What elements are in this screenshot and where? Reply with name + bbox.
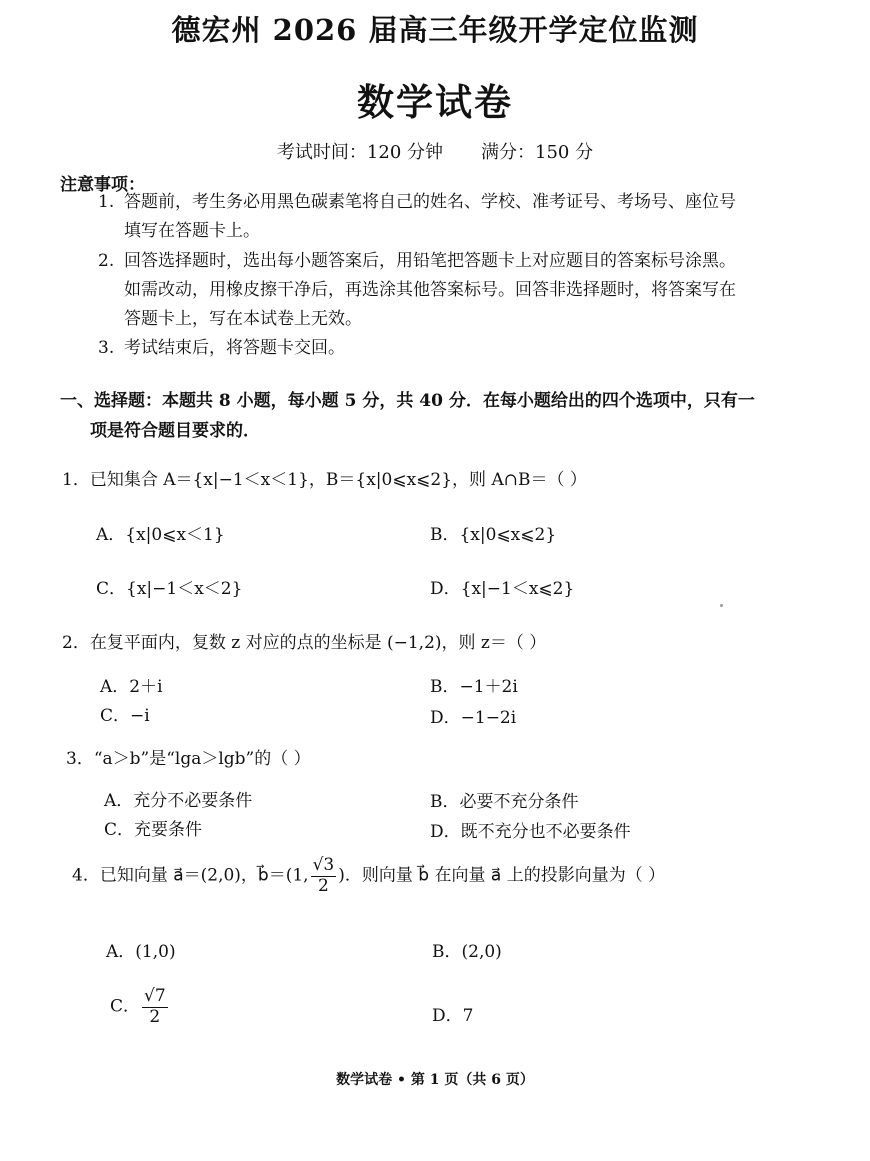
notice-item-num: 2. [98,251,115,271]
question-3-option-c: C．充要条件 [104,820,203,840]
question-4-option-c [110,987,170,1027]
question-4-stem [72,856,665,896]
notice-item-1 [98,188,810,246]
page-footer: 数学试卷 • 第 1 页（共 6 页） [336,1072,534,1088]
question-3-stem: 3．“a＞b”是“lga＞lgb”的（ ） [66,749,311,769]
sqrt3-over-2 [311,856,337,896]
sqrt7-over-2 [142,987,168,1027]
notice-item-3 [98,334,810,363]
section-heading [60,386,800,446]
question-1-option-b: B．{x|0⩽x⩽2} [430,525,557,545]
fraction-numerator: √7 [144,986,166,1006]
notice-item-text: 如需改动，用橡皮擦干净后，再选涂其他答案标号。回答非选择题时，将答案写在 [124,280,736,300]
question-4-option-d: D．7 [432,1006,474,1026]
question-1-option-d: D．{x|−1＜x⩽2} [430,579,575,599]
option-label: C． [110,996,141,1017]
question-2-stem: 2．在复平面内，复数 z 对应的点的坐标是 (−1,2)，则 z＝（ ） [62,633,547,653]
question-2-option-d: D．−1−2i [430,708,517,728]
notice-heading: 注意事项： [60,175,145,195]
notice-item-num: 3. [98,338,115,358]
notice-item-text: 答题卡上，写在本试卷上无效。 [124,309,362,329]
scan-speck [720,604,723,607]
question-2-option-c: C．−i [100,706,150,726]
fraction-numerator: √3 [312,855,335,875]
question-4-stem-post: )．则向量 b⃗ 在向量 a⃗ 上的投影向量为（ ） [338,865,666,886]
exam-meta [0,138,870,164]
notice-item-text: 回答选择题时，选出每小题答案后，用铅笔把答题卡上对应题目的答案标号涂黑。 [124,251,736,271]
full-score: 满分：150 分 [481,142,594,163]
notice-item-text: 考试结束后，将答题卡交回。 [124,338,345,358]
question-4-stem-pre: 4．已知向量 a⃗＝(2,0)，b⃗＝(1, [72,865,309,886]
question-4-option-a: A．(1,0) [106,942,176,962]
notice-item-num: 1. [98,192,115,212]
exam-time: 考试时间：120 分钟 [276,142,443,163]
question-2-option-a: A．2＋i [100,677,163,697]
fraction-denominator: 2 [318,875,329,896]
notice-item-2 [98,247,810,334]
subject-title: 数学试卷 [357,80,513,124]
question-4-option-b: B．(2,0) [432,942,502,962]
question-1-option-a: A．{x|0⩽x＜1} [96,525,225,545]
exam-title: 德宏州 2026 届高三年级开学定位监测 [171,13,699,47]
question-1-stem: 1．已知集合 A＝{x|−1＜x＜1}，B＝{x|0⩽x⩽2}，则 A∩B＝（ ） [62,470,587,490]
section-line-1: 一、选择题：本题共 8 小题，每小题 5 分，共 40 分．在每小题给出的四个选项中，只有一 [60,391,755,411]
question-3-option-a: A．充分不必要条件 [104,791,253,811]
notice-item-text: 填写在答题卡上。 [124,221,260,241]
question-1-option-c: C．{x|−1＜x＜2} [96,579,243,599]
section-line-2: 项是符合题目要求的． [90,421,260,441]
question-3-option-b: B．必要不充分条件 [430,792,579,812]
question-3-option-d: D．既不充分也不必要条件 [430,822,631,842]
fraction-denominator: 2 [149,1006,161,1027]
question-2-option-b: B．−1＋2i [430,677,518,697]
notice-item-text: 答题前，考生务必用黑色碳素笔将自己的姓名、学校、准考证号、考场号、座位号 [124,192,736,212]
